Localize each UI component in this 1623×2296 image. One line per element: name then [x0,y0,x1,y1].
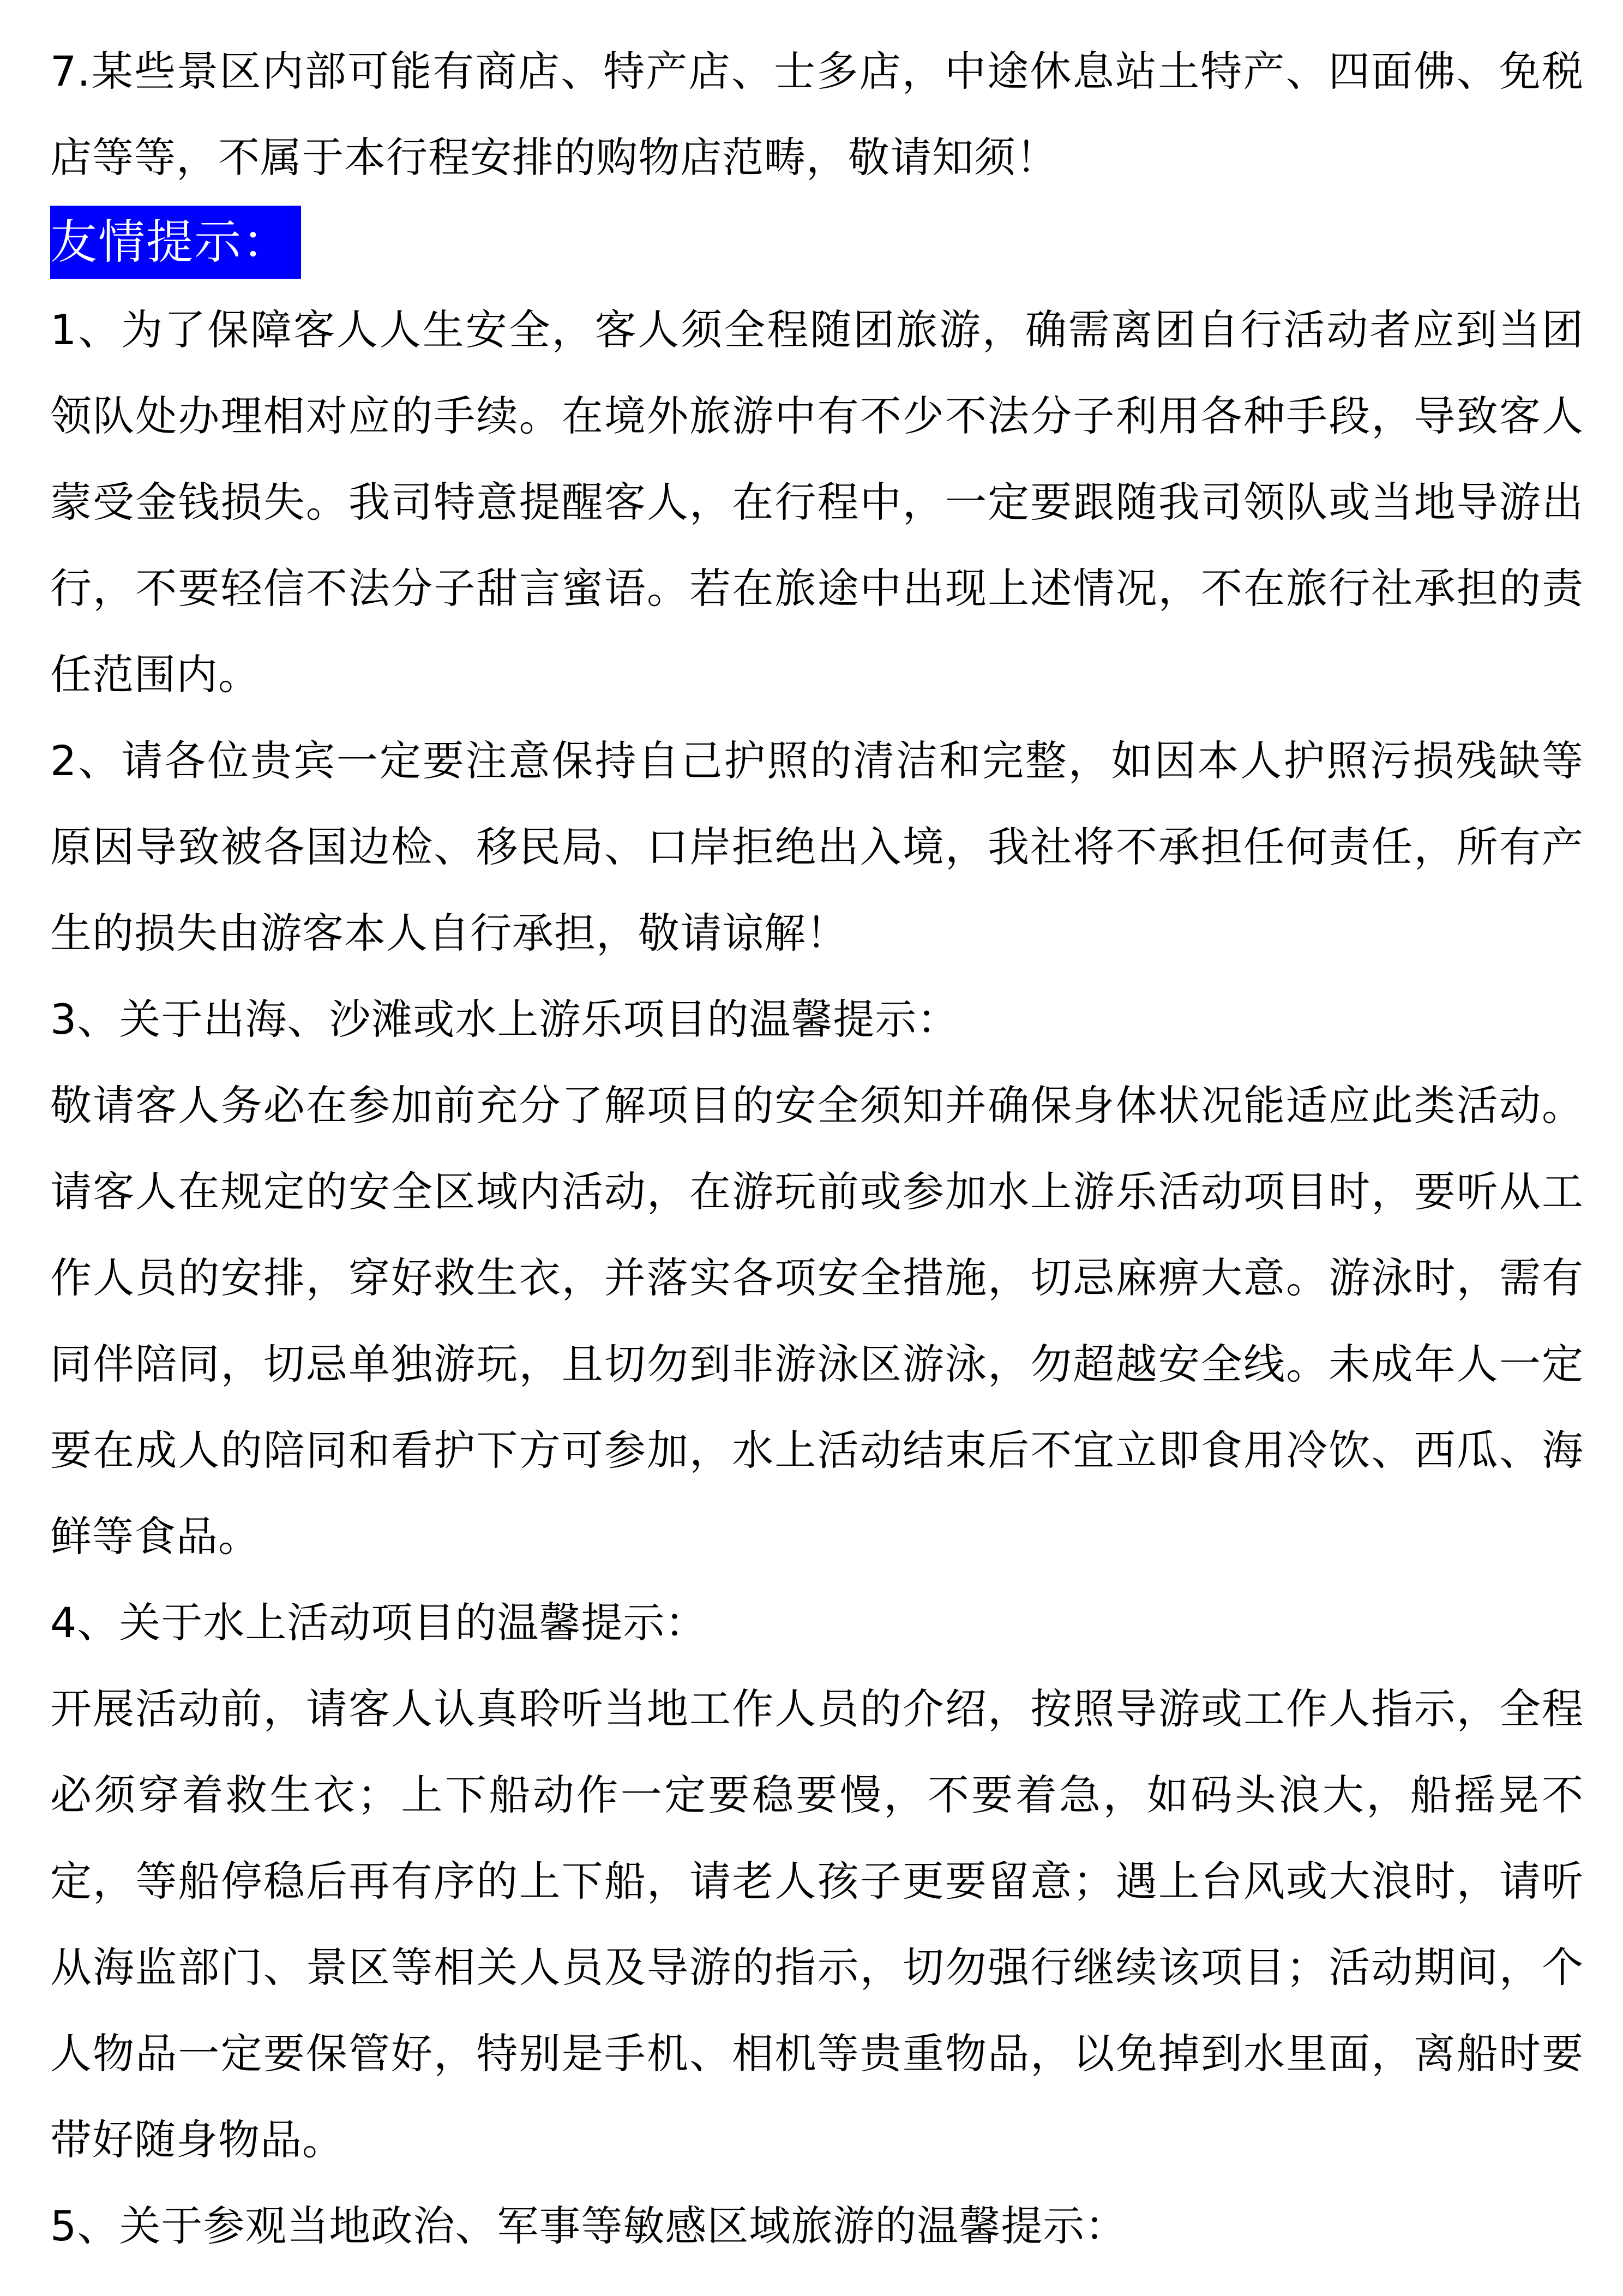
tip-2-paragraph: 2、请各位贵宾一定要注意保持自己护照的清洁和完整，如因本人护照污损残缺等原因导致被各国边检、移民局、口岸拒绝出入境，我社将不承担任何责任，所有产生的损失由游客本人自行承担，敬请谅解！ [50,736,1584,957]
document-page [50,28,1584,2269]
tip-3-body: 敬请客人务必在参加前充分了解项目的安全须知并确保身体状况能适应此类活动。请客人在规定的安全区域内活动，在游玩前或参加水上游乐活动项目时，要听从工作人员的安排，穿好救生衣，并落实各项安全措施，切忌麻痹大意。游泳时，需有同伴陪同，切忌单独游玩，且切勿到非游泳区游泳，勿超越安全线。未成年人一定要在成人的陪同和看护下方可参加，水上活动结束后不宜立即食用冷饮、西瓜、海鲜等食品。 [50,1081,1584,1561]
tip-4-body: 开展活动前，请客人认真聆听当地工作人员的介绍，按照导游或工作人指示，全程必须穿着救生衣；上下船动作一定要稳要慢，不要着急，如码头浪大，船摇晃不定，等船停稳后再有序的上下船，请老人孩子更要留意；遇上台风或大浪时，请听从海监部门、景区等相关人员及导游的指示，切勿强行继续该项目；活动期间，个人物品一定要保管好，特别是手机、相机等贵重物品，以免掉到水里面，离船时要带好随身物品。 [50,1684,1584,2164]
item-7-paragraph: 7.某些景区内部可能有商店、特产店、士多店，中途休息站土特产、四面佛、免税店等等，不属于本行程安排的购物店范畴，敬请知须！ [50,47,1584,182]
tip-3-title: 3、关于出海、沙滩或水上游乐项目的温馨提示： [50,995,959,1044]
tips-heading-row [50,201,1584,287]
tips-heading: 友情提示： [50,206,301,279]
tip-5-title: 5、关于参观当地政治、军事等敏感区域旅游的温馨提示： [50,2202,1127,2250]
tip-4-title: 4、关于水上活动项目的温馨提示： [50,1598,707,1647]
tip-1-paragraph: 1、为了保障客人人生安全，客人须全程随团旅游，确需离团自行活动者应到当团领队处办理相对应的手续。在境外旅游中有不少不法分子利用各种手段，导致客人蒙受金钱损失。我司特意提醒客人，在行程中，一定要跟随我司领队或当地导游出行，不要轻信不法分子甜言蜜语。若在旅途中出现上述情况，不在旅行社承担的责任范围内。 [50,305,1584,699]
